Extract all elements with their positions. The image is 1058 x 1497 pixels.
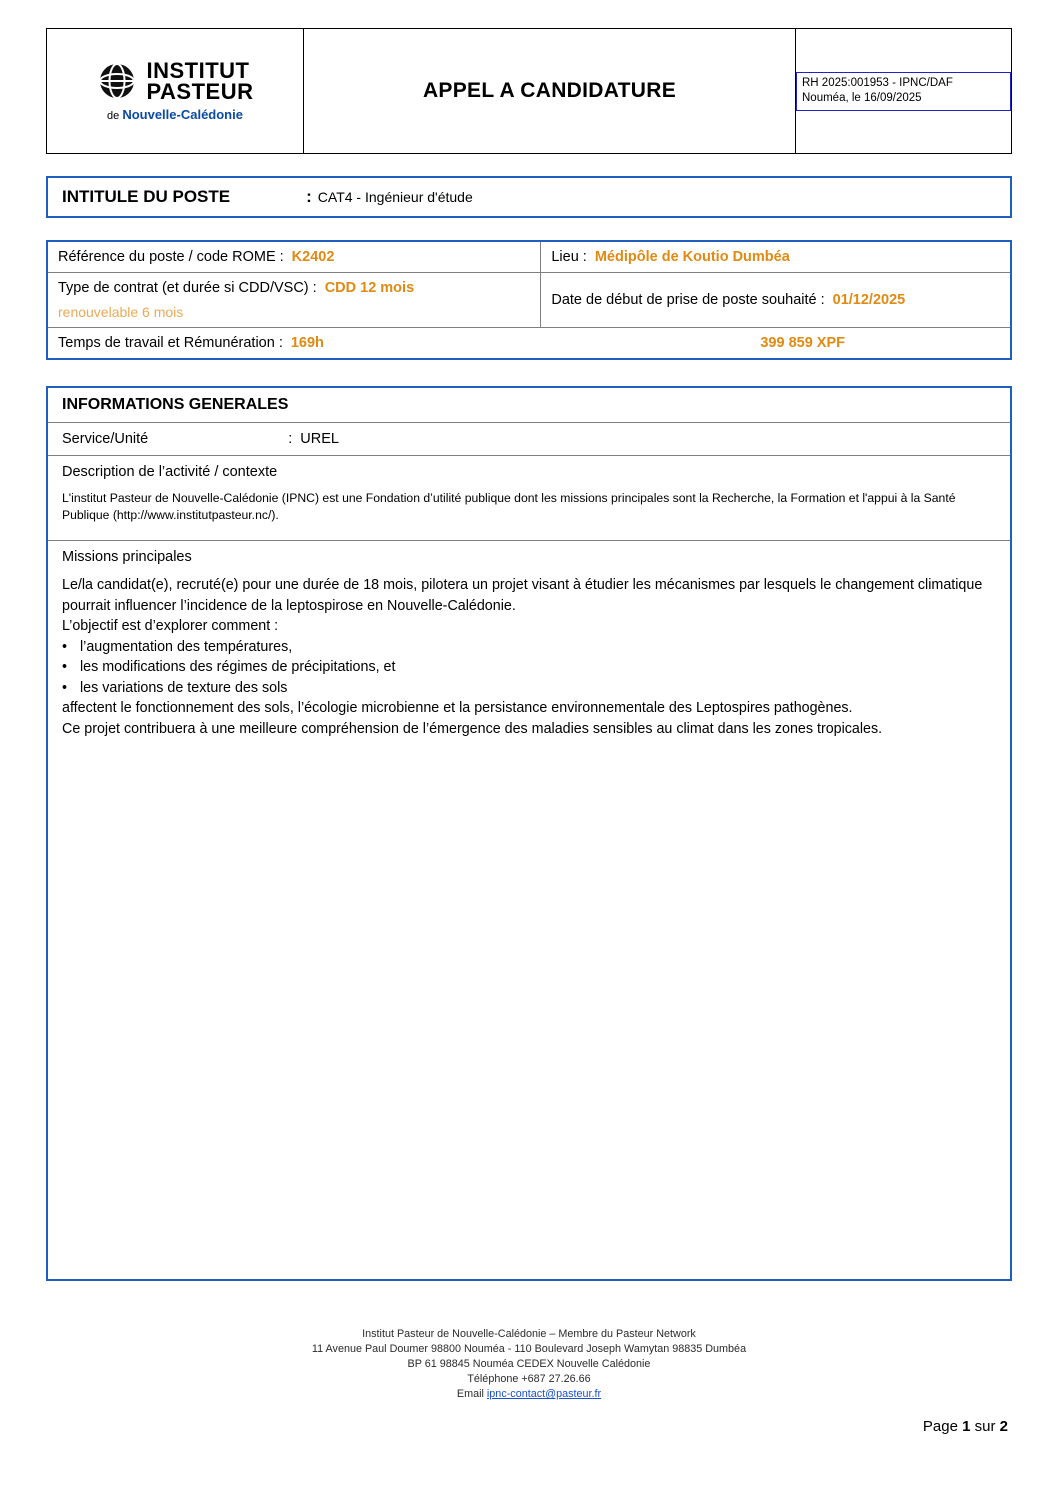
- logo-line2: PASTEUR: [146, 79, 254, 104]
- missions-bullet-list: [62, 637, 996, 699]
- contrat-label: Type de contrat (et durée si CDD/VSC) :: [58, 280, 317, 296]
- page-total: 2: [999, 1418, 1008, 1435]
- missions-paragraph-1: Le/la candidat(e), recruté(e) pour une durée de 18 mois, pilotera un projet visant à étudier les mécanismes par lesquels le changement climatique pourrait influencer l’incidence de la leptospirose en Nouvelle-Calédonie.: [62, 577, 983, 614]
- footer-email-prefix: Email: [456, 1388, 487, 1400]
- table-row: [47, 328, 1011, 360]
- contrat-value: CDD 12 mois: [324, 280, 415, 296]
- logo-cell: [47, 29, 304, 154]
- footer-line-1: Institut Pasteur de Nouvelle-Calédonie – Membre du Pasteur Network: [362, 1328, 696, 1340]
- job-title-label: INTITULE DU POSTE: [62, 187, 231, 206]
- contrat-cell: [47, 273, 541, 328]
- lieu-label: Lieu :: [551, 249, 587, 265]
- contrat-renouvelable: renouvelable 6 mois: [58, 304, 184, 320]
- footer-email-line: [46, 1387, 1012, 1402]
- table-row: [47, 273, 1011, 328]
- missions-paragraph-3: affectent le fonctionnement des sols, l’écologie microbienne et la persistance environnementale des Leptospires pathogènes.: [62, 700, 853, 716]
- description-activite-text: L'institut Pasteur de Nouvelle-Calédonie (IPNC) est une Fondation d’utilité publique dont les missions principales sont la Recherche, la Formation et l'appui à la Santé Publique (http://www.institutpasteur.nc/).: [62, 491, 956, 522]
- informations-generales-title: INFORMATIONS GENERALES: [48, 388, 1010, 423]
- page-middle: sur: [970, 1418, 1000, 1435]
- document-title: APPEL A CANDIDATURE: [422, 79, 677, 102]
- job-title-colon: :: [306, 187, 312, 206]
- document-title-cell: [304, 29, 796, 154]
- temps-remuneration-cell: [47, 328, 1011, 360]
- informations-generales-section: [46, 386, 1012, 1281]
- remuneration-value: 399 859 XPF: [760, 335, 845, 351]
- document-header: [46, 28, 1012, 154]
- date-debut-label: Date de début de prise de poste souhaité :: [551, 292, 825, 308]
- job-title-value: CAT4 - Ingénieur d'étude: [317, 189, 473, 205]
- list-item: • les variations de texture des sols: [62, 678, 996, 699]
- reference-number: RH 2025:001953 - IPNC/DAF: [802, 76, 953, 89]
- reference-box: [796, 72, 1011, 111]
- table-row: [47, 241, 1011, 273]
- description-activite-label: Description de l’activité / contexte: [62, 464, 278, 480]
- service-unite-colon: :: [288, 431, 293, 447]
- list-item: • l’augmentation des températures,: [62, 637, 996, 658]
- footer-line-2: 11 Avenue Paul Doumer 98800 Nouméa - 110 Boulevard Joseph Wamytan 98835 Dumbéa: [311, 1343, 747, 1355]
- reference-rome-value: K2402: [291, 249, 335, 265]
- reference-rome-label: Référence du poste / code ROME :: [58, 249, 284, 265]
- logo-sub-nc: Nouvelle-Calédonie: [122, 107, 243, 122]
- missions-bullet-2: les modifications des régimes de précipitations, et: [80, 659, 396, 675]
- temps-value: 169h: [290, 335, 324, 351]
- missions-paragraph-2: L’objectif est d’explorer comment :: [62, 618, 279, 634]
- pasteur-globe-icon: [97, 61, 137, 101]
- missions-paragraph-4: Ce projet contribuera à une meilleure compréhension de l’émergence des maladies sensibles au climat dans les zones tropicales.: [62, 720, 883, 737]
- service-unite-row: [48, 423, 1010, 456]
- service-unite-value: UREL: [300, 431, 339, 447]
- service-unite-label: Service/Unité: [62, 431, 149, 447]
- missions-bullet-1: l’augmentation des températures,: [80, 638, 293, 655]
- footer-email-link[interactable]: ipnc-contact@pasteur.fr: [486, 1388, 602, 1400]
- document-footer: [46, 1327, 1012, 1402]
- date-debut-value: 01/12/2025: [832, 292, 906, 308]
- institut-pasteur-logo: [47, 60, 303, 122]
- reference-rome-cell: [47, 241, 541, 273]
- lieu-value: Médipôle de Koutio Dumbéa: [594, 249, 790, 265]
- job-title-block: [46, 176, 1012, 218]
- missions-principales-label: Missions principales: [62, 549, 192, 565]
- temps-label: Temps de travail et Rémunération :: [58, 335, 283, 351]
- blank-space: [48, 739, 1010, 1279]
- list-item: • les modifications des régimes de précipitations, et: [62, 657, 996, 678]
- missions-principales-text: [48, 565, 1010, 739]
- page-current: 1: [962, 1418, 971, 1435]
- date-debut-cell: [541, 273, 1011, 328]
- page-number: [46, 1402, 1012, 1449]
- footer-line-4: Téléphone +687 27.26.66: [467, 1373, 591, 1385]
- page-prefix: Page: [922, 1418, 963, 1435]
- lieu-cell: [541, 241, 1011, 273]
- logo-sub-de: de: [107, 110, 123, 122]
- description-activite-row: [48, 456, 1010, 541]
- footer-line-3: BP 61 98845 Nouméa CEDEX Nouvelle Calédonie: [407, 1358, 651, 1370]
- missions-principales-row: [48, 541, 1010, 1279]
- reference-date: Nouméa, le 16/09/2025: [802, 91, 922, 104]
- missions-bullet-3: les variations de texture des sols: [80, 679, 288, 696]
- reference-cell: [796, 29, 1012, 154]
- job-details-table: [46, 240, 1012, 360]
- logo-line1: INSTITUT: [146, 58, 250, 83]
